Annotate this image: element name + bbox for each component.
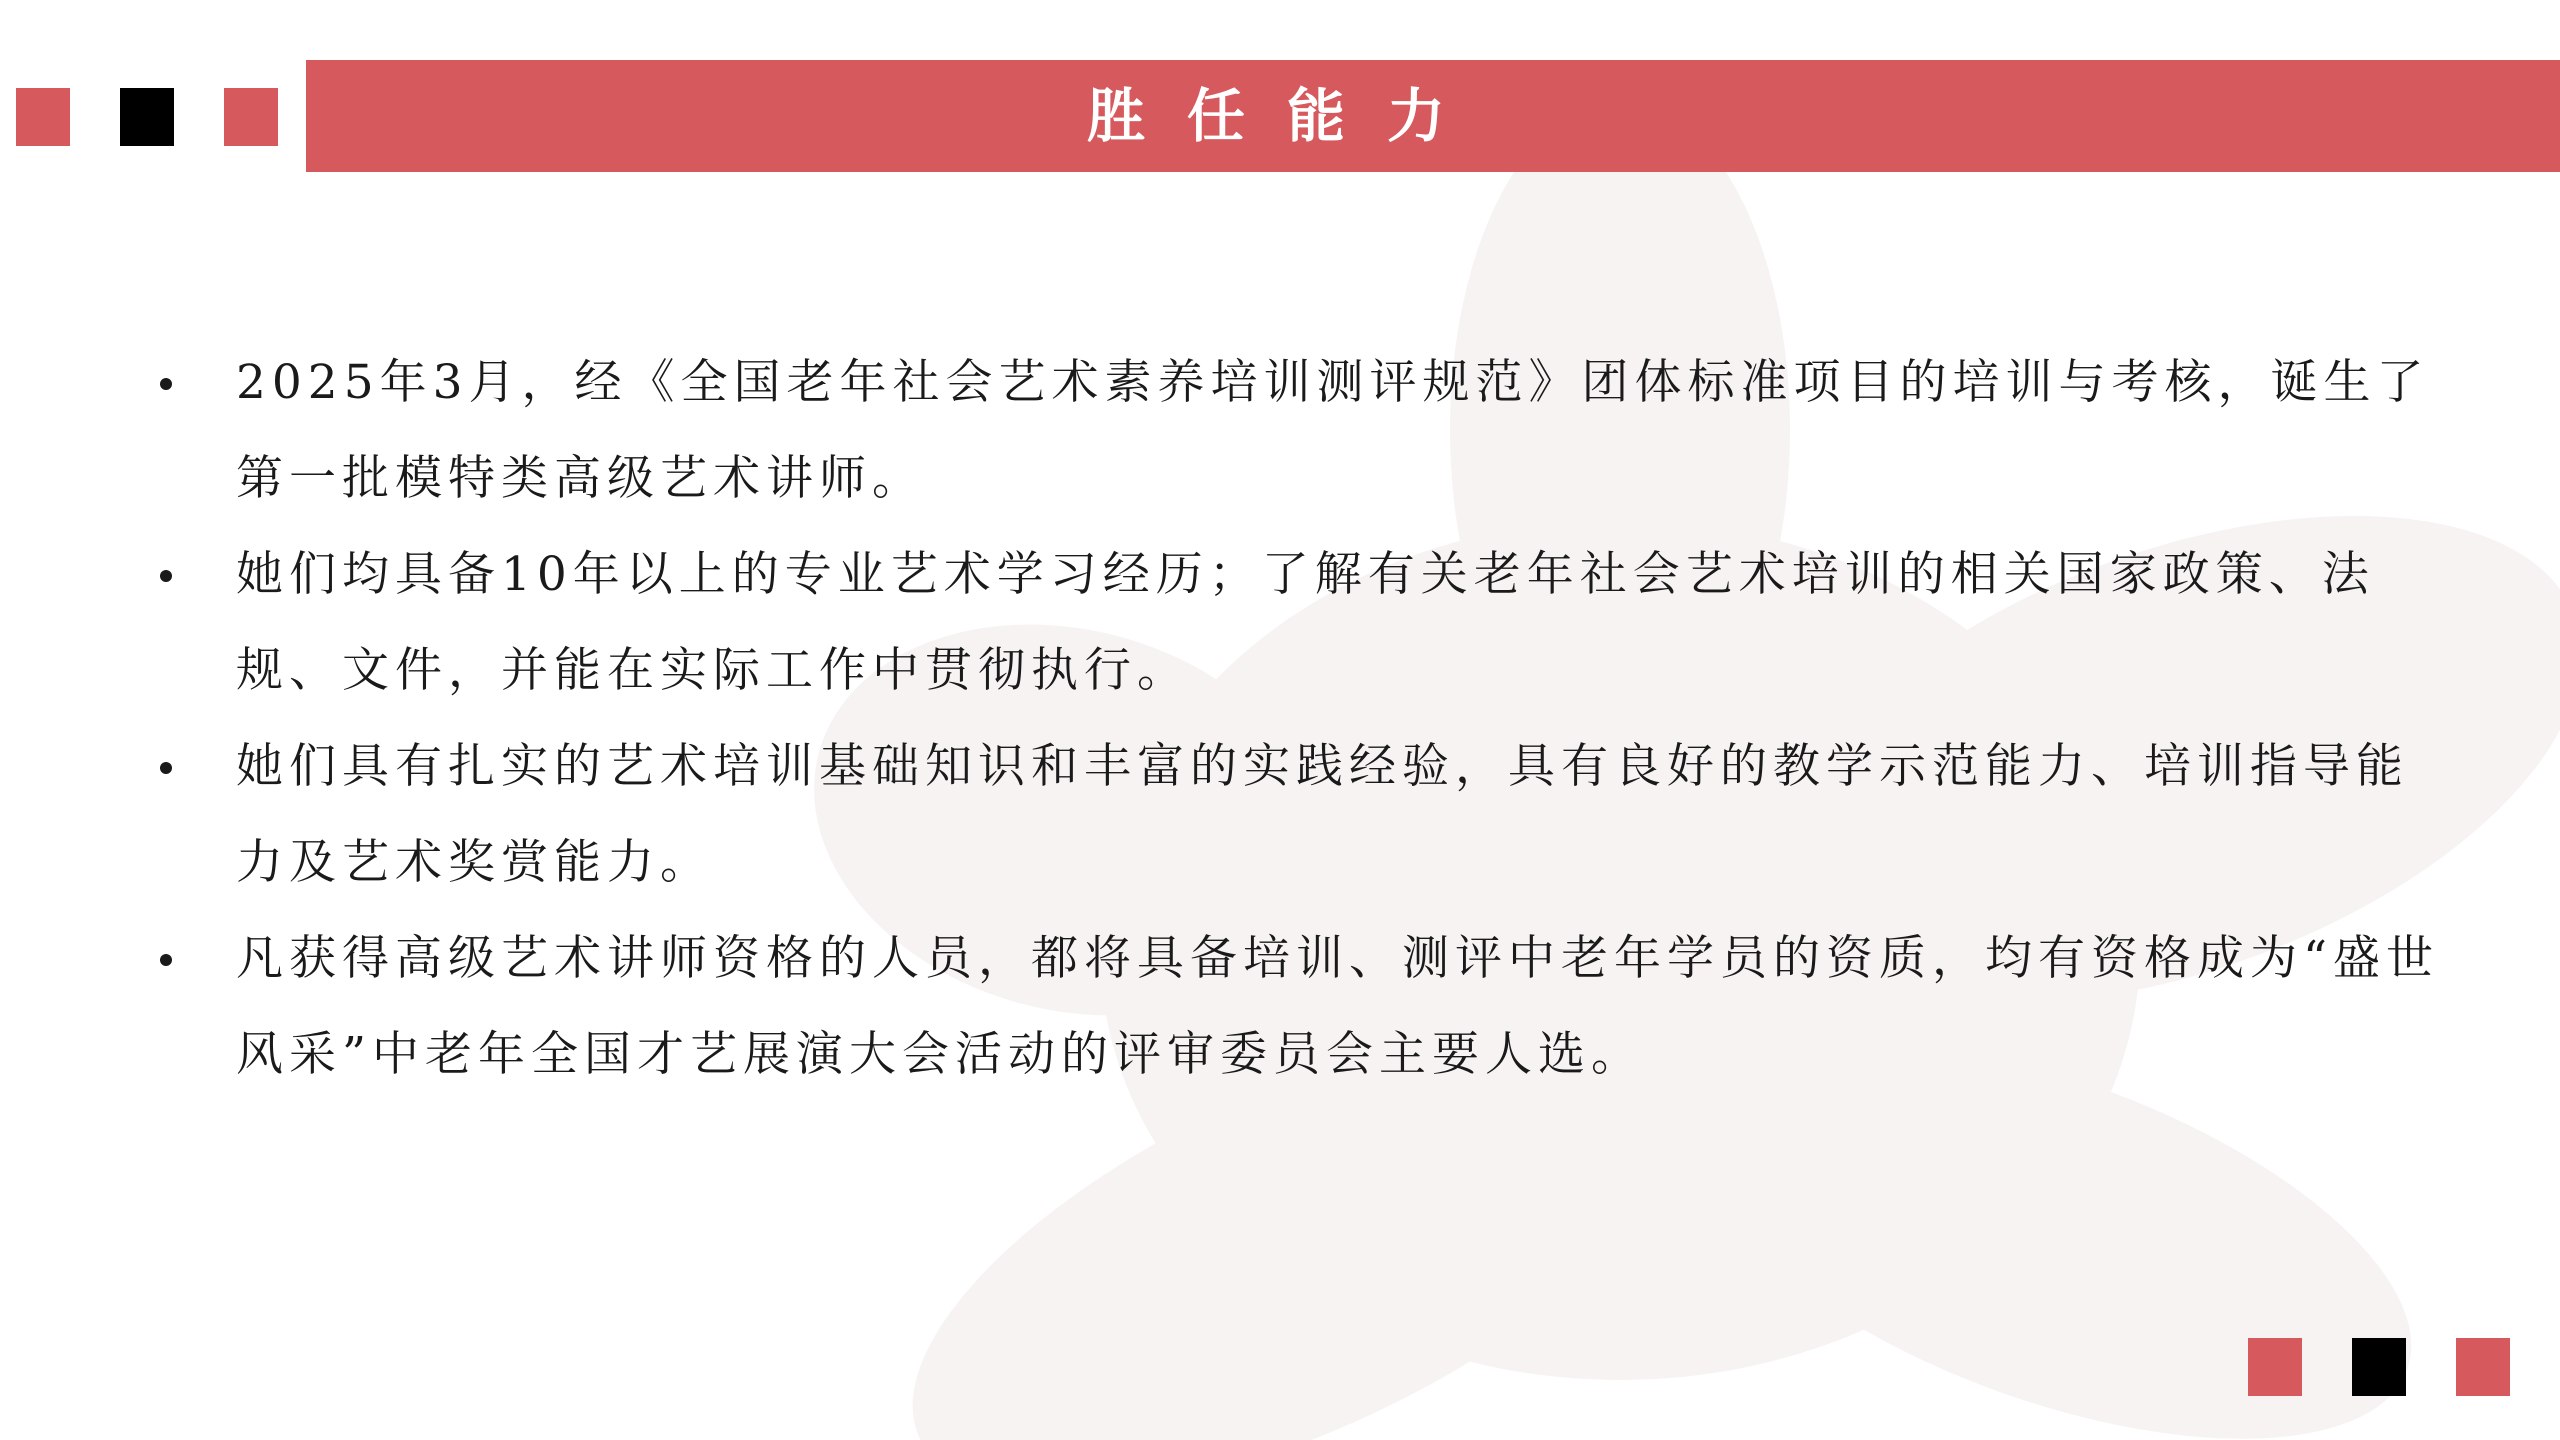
- bullet-item: [150, 527, 2450, 719]
- bullet-text: 2025年3月，经《全国老年社会艺术素养培训测评规范》团体标准项目的培训与考核，诞生了第一批模特类高级艺术讲师。: [236, 355, 2430, 506]
- bullet-dot-icon: [160, 570, 172, 582]
- decor-square-black: [120, 88, 174, 146]
- decor-square-red-3: [2248, 1338, 2302, 1396]
- bullet-dot-icon: [160, 378, 172, 390]
- bullet-list: [150, 335, 2450, 1103]
- decor-square-red-2: [224, 88, 278, 146]
- bullet-text: 凡获得高级艺术讲师资格的人员，都将具备培训、测评中老年学员的资质，均有资格成为“盛世风采”中老年全国才艺展演大会活动的评审委员会主要人选。: [236, 931, 2440, 1082]
- bullet-text: 她们具有扎实的艺术培训基础知识和丰富的实践经验，具有良好的教学示范能力、培训指导能力及艺术奖赏能力。: [236, 739, 2409, 890]
- bullet-text: 她们均具备10年以上的专业艺术学习经历；了解有关老年社会艺术培训的相关国家政策、法规、文件，并能在实际工作中贯彻执行。: [236, 547, 2375, 698]
- bullet-item: [150, 335, 2450, 527]
- slide-title: 胜任能力: [1086, 82, 1487, 150]
- bullet-dot-icon: [160, 954, 172, 966]
- bullet-item: [150, 911, 2450, 1103]
- decor-square-red-4: [2456, 1338, 2510, 1396]
- decor-square-black-2: [2352, 1338, 2406, 1396]
- bullet-item: [150, 719, 2450, 911]
- decor-square-red-1: [16, 88, 70, 146]
- bullet-dot-icon: [160, 762, 172, 774]
- title-bar: [306, 60, 2560, 172]
